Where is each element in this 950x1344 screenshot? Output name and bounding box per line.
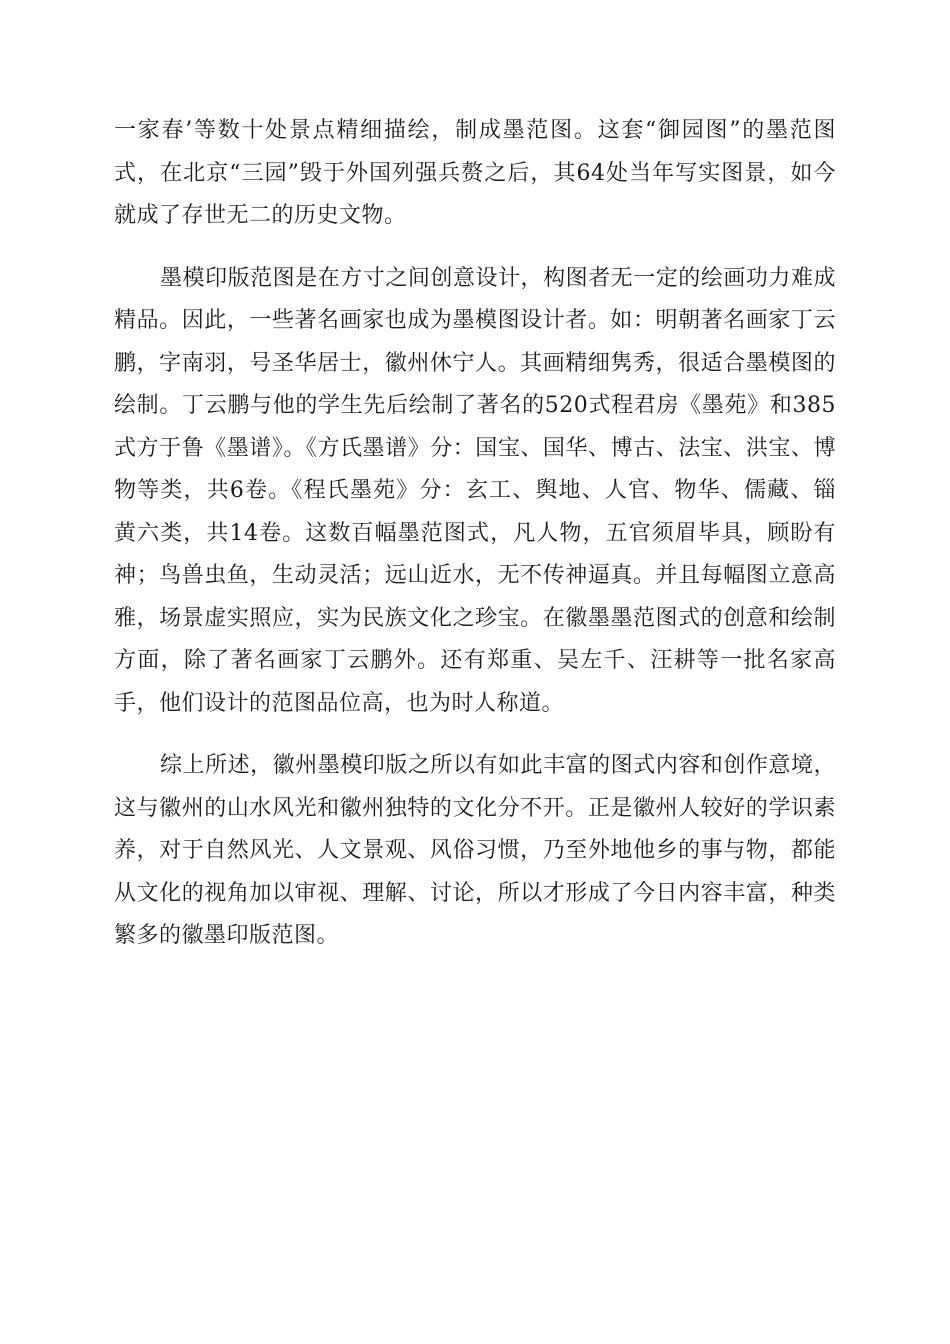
paragraph-3: 综上所述，徽州墨模印版之所以有如此丰富的图式内容和创作意境，这与徽州的山水风光和徽州独特的文化分不开。正是徽州人较好的学识素养，对于自然风光、人文景观、风俗习惯，乃至外地他乡的事与物，都能从文化的视角加以审视、理解、讨论，所以才形成了今日内容丰富，种类繁多的徽墨印版范图。 xyxy=(114,753,836,948)
paragraph-1: 一家春’等数十处景点精细描绘，制成墨范图。这套“御园图”的墨范图式，在北京“三园”毁于外国列强兵赘之后，其64处当年写实图景，如今就成了存世无二的历史文物。 xyxy=(114,118,836,228)
document-page xyxy=(114,110,836,978)
paragraph-2: 墨模印版范图是在方寸之间创意设计，构图者无一定的绘画功力难成精品。因此，一些著名画家也成为墨模图设计者。如：明朝著名画家丁云鹏，字南羽，号圣华居士，徽州休宁人。其画精细隽秀，很适合墨模图的绘制。丁云鹏与他的学生先后绘制了著名的520式程君房《墨苑》和385式方于鲁《墨谱》。《方氏墨谱》分：国宝、国华、博古、法宝、洪宝、博物等类，共6卷。《程氏墨苑》分：玄工、舆地、人官、物华、儒藏、锱黄六类，共14卷。这数百幅墨范图式，凡人物，五官须眉毕具，顾盼有神；鸟兽虫鱼，生动灵活；远山近水，无不传神逼真。并且每幅图立意高雅，场景虚实照应，实为民族文化之珍宝。在徽墨墨范图式的创意和绘制方面，除了著名画家丁云鹏外。还有郑重、吴左千、汪耕等一批名家高手，他们设计的范图品位高，也为时人称道。 xyxy=(114,265,836,716)
